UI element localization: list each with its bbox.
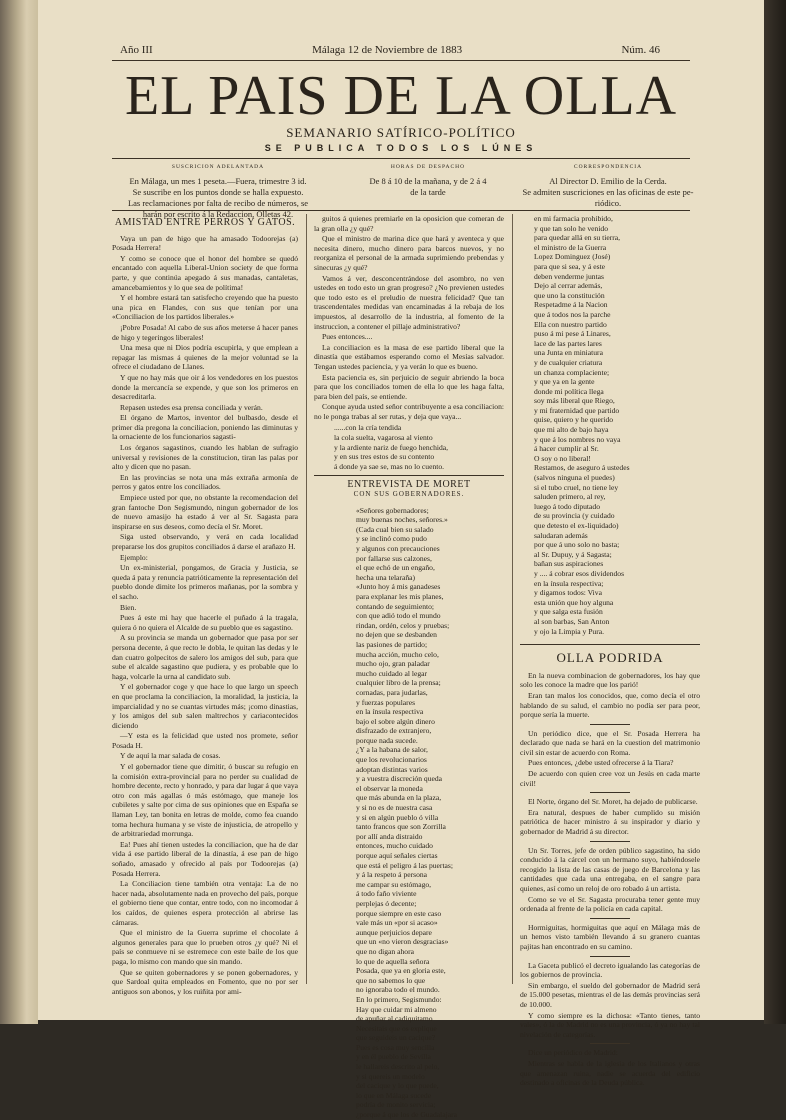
verse-line: por que á uno solo no basta;	[534, 540, 620, 550]
verse-line: las pasiones de partido;	[356, 639, 428, 649]
paragraph: Eran tan malos los conocidos, que, como decía el otro hablando de su salud, el cambio no podía ser para peor, porque sería la muerte.	[520, 690, 700, 720]
verse-line: luego á todo diputado	[534, 501, 601, 511]
verse-line: en la ínsula respectiva	[356, 707, 424, 717]
verse-line: entonces, mucho cuidado	[356, 841, 433, 851]
paragraph: Que el ministro de la Guerra suprime el chocolate á algunos generales para que lo prueben otros ¿y qué? Ni el país se conmueve ni se estremece con este baile de los que paga, lo mismo con mando que sin mando.	[112, 928, 298, 966]
paragraph: Y el gobernador tiene que dimitir, ó buscar su refugio en la comisión extra-provincial para no perder su cualidad de hombre decente, recto y honrado, y para dar lugar á que vaya otro con más agallas ó más estómago, que maneje los cubiletes y salte por cima de sus opiniones que en España se llaman Ley, tan bonita en letras de molde, como fea cuando toma hechura humana y se viste de injusticia, de atropello y de arbitrariedad morrunga.	[112, 762, 298, 839]
verse-line: Lopez Dominguez (José)	[534, 252, 611, 262]
separator-rule	[590, 724, 630, 725]
column-divider	[306, 214, 307, 984]
paragraph: Vamos á ver, desconcentrándose del asombro, no ven ustedes en todo esto un gran progreso? ¿No previenen ustedes que todo esto es el preludio de nuestra felicidad? Que tan trascendentales medidas van encaminadas á la rebaja de los impuestos, al desarrollo de la industria, al fomento de la instruccion, a contener el pillaje administrativo?	[314, 273, 504, 331]
verse-line: que mi alto de bajo haya	[534, 425, 609, 435]
section-rule	[314, 475, 504, 476]
verse-line: que un «no vieron desgracias»	[356, 937, 449, 947]
verse-line: mucho ojo, gran paladar	[356, 659, 430, 669]
paragraph: Bien.	[120, 602, 137, 612]
paragraph: A su provincia se manda un gobernador que pasa por ser persona decente, á que recto le dobla, le quitan las dedas y le dan cuatro golpecitos de salero los amigos del sub, para que sube el alcalde sagastino que pudiera, y es probable que lo haga, volcarle la urna al candidato sub.	[112, 633, 298, 681]
verse-line: para quedar allá en su tierra,	[534, 233, 621, 243]
subscription-line: Las reclamaciones por falta de recibo de números, se	[127, 198, 309, 208]
verse-line: quise, quiero y he querido	[534, 415, 614, 425]
paragraph: Y como siempre es la dichosa: «Tanto tienes, tanto vales», ó la de Madrid no es una provincia, ó ya no hay tal nivelación de categorías.	[520, 1010, 700, 1039]
verse-line: y se inclinó como pudo	[356, 534, 427, 544]
verse-line: Pues es cosa muy sencilla	[356, 1042, 435, 1052]
verse-line: perplejas ó decente;	[356, 898, 417, 908]
column-3	[520, 214, 700, 1088]
verse-line: no ignoraba todo el mundo.	[356, 985, 440, 995]
verse-line: de su provincia (y cuidado	[534, 511, 615, 521]
verse-line: para explanar les mis planes,	[356, 591, 444, 601]
poem-moret-continued	[520, 214, 700, 636]
paragraph: Y de aquí la mar salada de cosas.	[120, 751, 221, 761]
verse-line: y que salga esta fusión	[534, 607, 603, 617]
separator-rule	[590, 956, 630, 957]
verse-line: á hacer cumplir al Sr.	[534, 444, 599, 454]
page-edge	[764, 0, 786, 1024]
verse-line: soy más liberal que Riego,	[534, 396, 615, 406]
verse-line: y ojo la Limpia y Pura.	[534, 626, 605, 636]
verse-line: En lo primero, Segismundo:	[356, 994, 442, 1004]
subscription-box	[98, 162, 338, 220]
issue-date: Málaga 12 de Noviembre de 1883	[312, 44, 463, 56]
verse-line: podría de monito servicia;	[356, 1100, 436, 1110]
verse-line: al son barbas, San Anton	[534, 616, 610, 626]
verse-line: mucha acción, mucho celo,	[356, 649, 439, 659]
paragraph: En la nueva combinacion de gobernadores, los hay que solo les conoce la madre que los parió!	[520, 670, 700, 690]
paragraph: De acuerdo con quien cree voz un Jesús en cada marte civil!	[520, 769, 700, 788]
verse-line: y mi fraternidad que partido	[534, 405, 620, 415]
verse-line: le hallareis descrito al pelo,	[356, 1062, 440, 1072]
article-heading-olla-podrida: OLLA PODRIDA	[556, 650, 664, 666]
verse-line: «Señores gobernadores;	[356, 505, 429, 515]
verse-line: saludaran además	[534, 530, 588, 540]
paragraph: Pues entonces, ¿debe usted ofrecerse á la Tiara?	[528, 758, 674, 768]
verse-line: rindan, ordén, celos y pruebas;	[356, 620, 450, 630]
office-line: de la tarde	[410, 187, 446, 197]
verse-line: adoptan distintas varios	[356, 764, 428, 774]
verse-line: ......con la cría tendida	[334, 423, 402, 433]
verse-line: á todo faño viviente	[356, 889, 417, 899]
verse-line: un chanza complaciente;	[534, 367, 610, 377]
paragraph: Y el gobernador coge y que hace lo que largo un speech en que proclama la conciliacion, la moralidad, la justicia, la imparcialidad y no se cuantas virtudes más; ¡como dinastias, y los amigos del sub salen maltrechos y cariacontecidos diciendo	[112, 682, 298, 730]
verse-line: deben venderme juntas	[534, 271, 605, 281]
paragraph: guitos á quienes premiarle en la oposicion que comeran de la gran olla ¿y qué?	[314, 214, 504, 233]
paragraph: Pues entonces....	[322, 332, 373, 342]
section-rule	[520, 644, 700, 645]
verse-line: á donde ya sae se, mas no lo cuento.	[334, 461, 445, 471]
paragraph: Un periódico dice, que el Sr. Posada Herrera ha declarado que nada se hará en la cuestion del matrimonio civil sin estar de acuerdo con Roma.	[520, 728, 700, 757]
verse-line: en mi farmacia prohibido,	[534, 214, 613, 223]
verse-line: (salvos ninguna el puedes)	[534, 473, 615, 483]
separator-rule	[590, 918, 630, 919]
verse-line: una Junta en miniatura	[534, 348, 603, 358]
verse-line: donde mi política llega	[534, 386, 604, 396]
paragraph: Como se ve el Sr. Sagasta procuraba tener gente muy ordenada al frente de la policía en cada capital.	[520, 894, 700, 914]
verse-line: por allí anda distraido	[356, 831, 423, 841]
verse-line: porque nada sucede.	[356, 735, 418, 745]
paragraph: Y como se conoce que el honor del hombre se quedó encantado con aquella Liberal-Union society de que forma parte, y que continúa apegado á sus manadas, cantaletas, amancebamientos y lo que sea de polítima!	[112, 253, 298, 292]
verse-line: que no sabemos lo que	[356, 975, 426, 985]
verse-line: lace de las partes lares	[534, 338, 602, 348]
paragraph: La Gaceta publicó el decreto igualando las categorías de los gobiernos de provincia.	[520, 960, 700, 980]
verse-line: y algunos con precauciones	[356, 544, 440, 553]
verse-line: que uno la constitución	[534, 290, 605, 300]
verse-line: muy buenas noches, señores.»	[356, 515, 448, 525]
verse-line: y si no es de nuestra casa	[356, 803, 433, 813]
verse-line: aunque perjuicios depare	[356, 927, 432, 937]
paragraph: En las provincias se nota una más extraña armonía de perros y gatos entre los conciliados.	[112, 472, 298, 492]
article-heading-amistad: AMISTAD ENTRE PERROS Y GATOS.	[114, 217, 296, 228]
verse-line: y que á los nombres no vaya	[534, 434, 621, 444]
subscription-line: harán por escrito á la Redaccion, Olletas 42.	[142, 209, 294, 219]
book-spine	[0, 0, 38, 1024]
verse-line: lo que de aquella señora	[356, 956, 430, 966]
rule-info	[112, 210, 690, 211]
verse-line: del cacique y lo que puede,	[356, 1081, 439, 1091]
column-divider	[512, 214, 513, 984]
paragraph: Dice un periódico de Madrid:	[528, 1048, 618, 1058]
verse-line: Dejo al cerrar además,	[534, 281, 603, 291]
verse-line: porque siempre en este caso	[356, 908, 442, 918]
verse-line: de apuñar al cadiquitamo	[356, 1014, 433, 1024]
poem-moret	[314, 506, 504, 1120]
verse-line: puso á mi pese á Linares,	[534, 329, 611, 339]
verse-line: Ella con nuestro partido	[534, 319, 607, 329]
verse-line: (Cada cual bien su salado	[356, 524, 434, 534]
correspondence-line: riódico.	[594, 198, 622, 208]
paragraph: El órgano de Martos, inventor del bulbasdo, desde el primer día pregona la conciliacion, poniendo las diminutas y la ornaciente de los funcionarios sagasti-	[112, 413, 298, 442]
office-heading: HORAS DE DESPACHO	[390, 164, 466, 170]
verse-line: al Sr. Dupuy, y á Sagasta;	[534, 549, 612, 559]
verse-line: para que si sea, y á este	[534, 261, 606, 271]
verse-line: y de cualquier criatura	[534, 357, 603, 367]
article-subheading-moret: CON SUS GOBERNADORES.	[353, 490, 465, 499]
verse-line: bañan sus aspiraciones	[534, 559, 604, 569]
paragraph: Que se quiten gobernadores y se ponen gobernadores, y que Sardoal quita empleados en Fomento, que no por ser antiguos son abonos, y los ruiñita por ami-	[112, 967, 298, 996]
verse-line: cualquier libro de la prensa;	[356, 678, 441, 688]
issue-bar	[120, 44, 660, 56]
verse-line: y que tan solo he venido	[534, 223, 609, 233]
verse-line: Necesitais que os explique	[356, 1023, 437, 1033]
masthead-subtitle: SEMANARIO SATÍRICO-POLÍTICO	[286, 125, 516, 140]
verse-line: y en él pueblo de Sevilla	[356, 1052, 431, 1062]
verse-line: no dejen que se desbanden	[356, 630, 437, 640]
verse-line: y fuerzas populares	[356, 697, 416, 707]
verse-line: que más abunda en la plaza,	[356, 793, 442, 803]
paragraph: El Norte, órgano del Sr. Moret, ha dejado de publicarse.	[528, 797, 698, 807]
paragraph: Siga usted observando, y verá en cada localidad prepararse los dos grupitos conciliados á darse el arañazo H.	[112, 532, 298, 551]
correspondence-heading: CORRESPONDENCIA	[573, 164, 643, 170]
verse-line: que está el peligro á las puertas;	[356, 860, 453, 870]
subscription-line: Se suscribe en los puntos donde se halla expuesto.	[132, 187, 304, 197]
verse-line: y .... á cobrar esos dividendos	[534, 568, 625, 578]
verse-line: Posada, que ya en gloria este,	[356, 966, 446, 976]
correspondence-line: Al Director D. Emilio de la Cerda.	[549, 176, 667, 186]
correspondence-box	[508, 162, 708, 209]
verse-block	[314, 423, 504, 471]
verse-line: en la ínsula respectiva;	[534, 578, 604, 588]
paragraph: Los órganos sagastinos, cuando les hablan de sufragio universal y revisiones de la constitucion, tiran las palas por alto y dicen que no pasan.	[112, 443, 298, 472]
verse-line: con que adió todo el mundo	[356, 611, 441, 621]
verse-line: Respetadme á la Nacion	[534, 300, 608, 310]
paragraph: Repasen ustedes esa prensa conciliada y verán.	[120, 402, 263, 412]
paragraph: La Conciliacion tiene también otra ventaja: La de no hacer nada, absolutamente nada en provecho del país, porque el gobierno tiene que contar, entre todo, con no incomodar á los caídos, de quienes espera protección al abrirse las cámaras.	[112, 879, 298, 927]
verse-line: que detesto el ex-liquidado)	[534, 521, 619, 530]
verse-line: que á todos nos la parche	[534, 309, 611, 319]
verse-line: Hay que cuidar mi almeno	[356, 1004, 437, 1014]
issue-number: Núm. 46	[621, 44, 660, 56]
rule-top	[112, 60, 690, 61]
paragraph: —Y esta es la felicidad que usted nos promete, señor Posada H.	[112, 731, 298, 750]
newspaper-page	[38, 0, 764, 1120]
verse-line: y si en algún pueblo ó villa	[356, 812, 439, 822]
verse-line: «Junto hoy á mis ganadeses	[356, 582, 441, 592]
paragraph: Que el ministro de marina dice que hará y aventeca y que necesita dinero, mucho dinero para barcos nuevos, y no reorganiza el personal de la armada suprimiendo prebendas y sinecuras ¿y qué?	[314, 234, 504, 272]
verse-line: que seguideis un cacique?	[356, 1033, 436, 1043]
office-line: De 8 á 10 de la mañana, y de 2 á 4	[369, 176, 487, 186]
verse-line: mucho cuidado al legar	[356, 668, 428, 678]
verse-line: contando de seguimiento;	[356, 601, 435, 611]
separator-rule	[590, 792, 630, 793]
separator-rule	[590, 841, 630, 842]
verse-line: vale más un «por si acaso»	[356, 918, 438, 928]
paragraph: Vaya un pan de higo que ha amasado Todoorejas (a) Posada Herrera!	[112, 233, 298, 253]
verse-line: por fallarse sus calzones,	[356, 553, 432, 563]
paragraph: Empiece usted por que, no obstante la recomendacion del gran fantoche Don Segismundo, ningun gobernador de los de nuevo amasijo ha estado á ver al Sr. Sagasta para inspirarse en sus deseos, como decía el Sr. Moret.	[112, 493, 298, 531]
verse-line: que no digan ahora	[356, 946, 414, 956]
verse-line: el que echó de un engaño,	[356, 563, 435, 573]
verse-line: me campar su estómago,	[356, 879, 432, 889]
paragraph: Esta paciencia es, sin perjuicio de seguir abriendo la boca para que los conciliados tomen de ella lo que les haga falta, para bien del país, se entiende.	[314, 372, 504, 401]
verse-line: el observar la moneda	[356, 783, 423, 793]
column-2	[314, 214, 504, 1120]
verse-line: el ministro de la Guerra	[534, 242, 607, 252]
masthead-frequency: SE PUBLICA TODOS LOS LÚNES	[264, 143, 538, 153]
paragraph: Y que no hay más que oir á los vendedores en los puestos donde la mercancía se expende, y que son los primeros en desacreditarla.	[112, 372, 298, 402]
verse-line: Restamos, de aseguro á ustedes	[534, 463, 630, 473]
paragraph: Era natural, despues de haber cumplido su misión patriótica de hacer ministro á su inspirador y diario y gobernador de Madrid á su director.	[520, 807, 700, 837]
paragraph: Ea! Pues ahí tienen ustedes la conciliacion, que ha de dar vida á ese partido liberal de la dinastía, á ese pan de higo soñado, amasado y ofrecido al país por Todoorejas (a) Posada Herrera.	[112, 839, 298, 878]
verse-line: y si quereis un modelo	[356, 1071, 425, 1081]
verse-line: cornadas, para judarlas,	[356, 687, 428, 697]
verse-line: saluden primero, al rey,	[534, 492, 606, 502]
paragraph: Pues á este mi hay que hacerle el puñado á la tragala, quiera ó no quiera el Alcalde de su pueblo que es sagastino.	[112, 613, 298, 632]
verse-line: y digamos todos: Viva	[534, 588, 602, 598]
verse-line: disfrazado de extranjero,	[356, 726, 432, 736]
paragraph: Un ex-ministerial, pongamos, de Gracia y Justicia, se queda á pata y renuncia patrióticamente la representación del pueblo donde dimite los primeros mañanas, por la sombra y el sacho.	[112, 563, 298, 601]
verse-line: O soy o no liberal!	[534, 453, 591, 463]
verse-line: bajo el sobre algún dinero	[356, 716, 435, 726]
rule-masthead	[112, 158, 690, 159]
col1-body	[112, 234, 298, 997]
verse-line: la cola suelta, vagarosa al viento	[334, 433, 433, 443]
verse-line: si el tubo cruel, no tiene ley	[534, 482, 619, 492]
issue-year: Año III	[120, 44, 153, 56]
verse-line: y a vuestra discreción queda	[356, 774, 443, 784]
paragraph: Y el hombre estará tan satisfecho creyendo que ha puesto una pica en Flandes, con sus que tenían por una «Conciliacion de los partidos liberales.»	[112, 293, 298, 322]
correspondence-line: Se admiten suscriciones en las oficinas de este pe-	[522, 187, 694, 197]
paragraph: ¡Pobre Posada! Al cabo de sus años meterse á hacer panes de higo y tegeringos liberales!	[112, 322, 298, 342]
verse-line: y en sus tres estos de su contento	[334, 452, 435, 462]
verse-line: tanto francos que son Zorrilla	[356, 822, 446, 832]
verse-line: y que ya en la gente	[534, 377, 595, 387]
paragraph: Un Sr. Torres, jefe de orden público sagastino, ha sido conducido á la cárcel con un hermano suyo, habiéndosele recogido la lista de las casas de juego de Barcelona y las cantidades que cada una entregaba, en el sangre para quienes, así como un reloj de oro robado á un artista.	[520, 845, 700, 893]
subscription-heading: SUSCRICION ADELANTADA	[171, 164, 265, 170]
masthead-title: EL PAIS DE LA OLLA	[124, 65, 678, 127]
verse-line: que los revolucionarios	[356, 755, 427, 765]
paragraph: Ejemplo:	[120, 552, 148, 562]
article-heading-moret: ENTREVISTA DE MORET	[347, 479, 471, 491]
verse-line: hecha una telaraña)	[356, 572, 416, 582]
paragraph: Sin embargo, el sueldo del gobernador de Madrid será de 15.000 pesetas, mientras el de las demás provincias será de 10.000.	[520, 980, 700, 1009]
column-1	[112, 214, 298, 1004]
verse-line: porque aquí señales ciertas	[356, 851, 438, 860]
paragraph: La conciliacion es la masa de ese partido liberal que la dinastía que estábamos esperando como el Mesías salvador. Tengan ustedes paciencia, y ya verán lo que es bueno.	[314, 342, 504, 371]
verse-line: y la ardiente nariz de fuego henchida,	[334, 442, 449, 452]
office-hours-box	[343, 162, 513, 198]
verse-line: ¿porque á que los de Guadalajara	[356, 1110, 457, 1120]
paragraph: Mientras se habla de la iglesia de los Italianos y otras que amenazan ruina, nadie se acuerda del edificio destinado a oficinas de la Deuda pública.	[520, 1058, 700, 1088]
paragraph: Una mesa que ni Dios podría escupirla, y que emplean a repagar las mismas á quienes de la mejor voluntad se la ofrece el ciudadano de Llanes.	[112, 343, 298, 372]
separator-rule	[590, 1043, 630, 1044]
subscription-line: En Málaga, un mes 1 peseta.—Fuera, trimestre 3 id.	[129, 176, 307, 186]
verse-line: y á la respeto á persona	[356, 870, 428, 880]
verse-line: ¿Y a la habana de salor,	[356, 745, 428, 755]
verse-line: lo que en Málaga sucede	[356, 1090, 432, 1100]
paragraph: Hormiguitas, hormiguitas que aquí en Málaga más de un hemos visto también llevando á su granero cuantas pajitas han encontrado en su camino.	[520, 922, 700, 951]
verse-line: esta unión que hoy alguna	[534, 597, 614, 607]
paragraph: Conque ayuda usted señor contribuyente a esa conciliacion: no le ponga trabas al ser rutas, y deja que vaya...	[314, 402, 504, 421]
